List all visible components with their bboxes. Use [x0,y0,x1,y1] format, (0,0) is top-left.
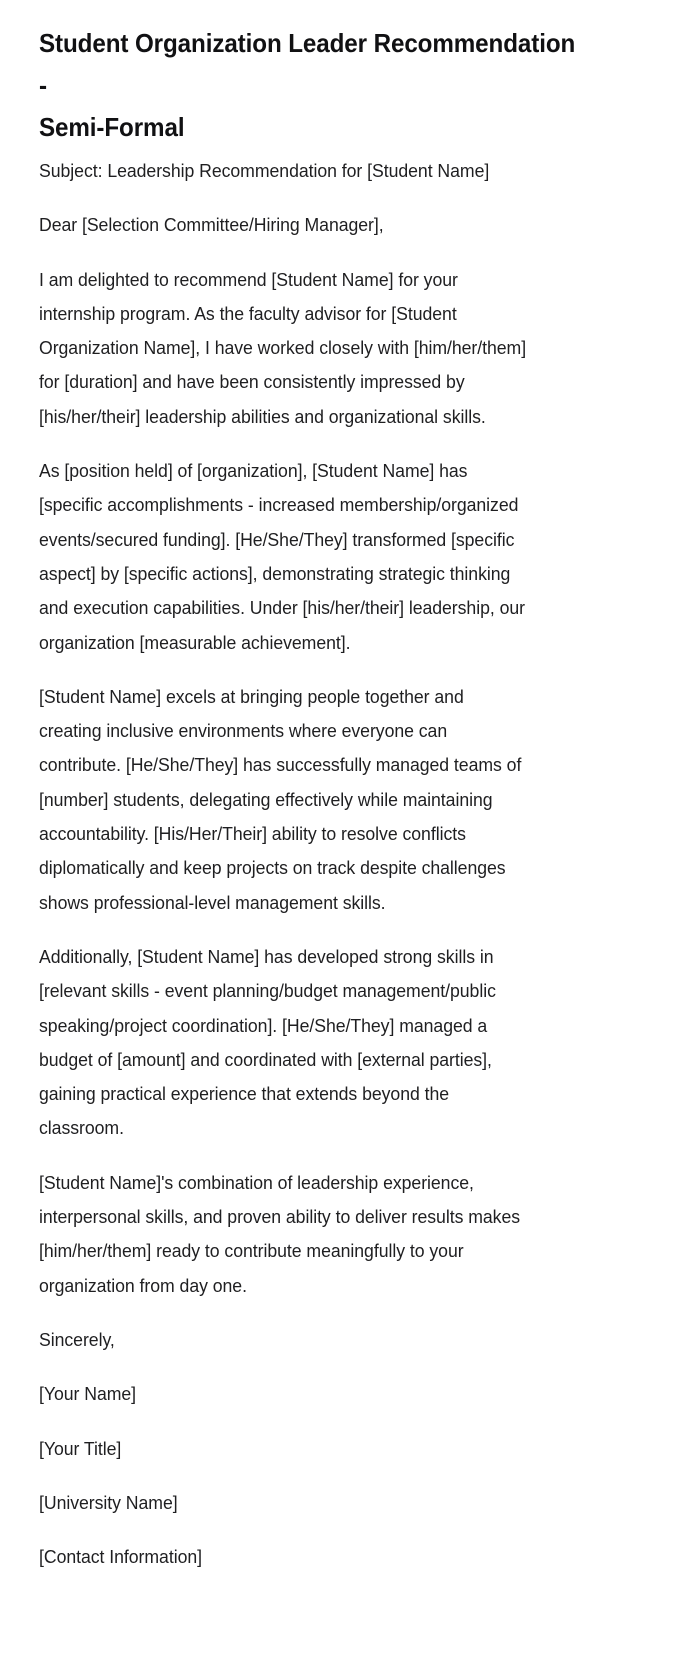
paragraph-introduction [39,263,626,434]
signature-contact-information [39,1540,626,1574]
text-line: classroom. [39,1117,124,1139]
text-line: speaking/project coordination]. [He/She/They] managed a [39,1014,488,1036]
signature-university-name [39,1486,626,1520]
text-line: [Your Title] [39,1437,122,1459]
text-line: Additionally, [Student Name] has developed strong skills in [39,945,494,967]
signature-your-title [39,1432,626,1466]
text-line: and execution capabilities. Under [his/her/their] leadership, our [39,597,525,619]
text-line: [him/her/them] ready to contribute meaningfully to your [39,1240,464,1262]
text-line: events/secured funding]. [He/She/They] transformed [specific [39,528,515,550]
text-line: aspect] by [specific actions], demonstrating strategic thinking [39,562,511,584]
text-line: internship program. As the faculty advisor for [Student [39,302,457,324]
text-line: Sincerely, [39,1328,115,1350]
text-line: [Contact Information] [39,1546,202,1568]
text-line: creating inclusive environments where everyone can [39,720,448,742]
text-line: interpersonal skills, and proven ability to deliver results makes [39,1206,521,1228]
page-title [39,22,587,148]
text-line: contribute. [He/She/They] has successfully managed teams of [39,754,522,776]
page-title-line: Student Organization Leader Recommendation - [39,28,576,100]
text-line: [relevant skills - event planning/budget management/public [39,980,496,1002]
text-line: [number] students, delegating effectively while maintaining [39,788,493,810]
text-line: organization from day one. [39,1274,247,1296]
signoff [39,1323,626,1357]
text-line: for [duration] and have been consistently impressed by [39,371,465,393]
paragraph-teamwork [39,680,626,920]
text-line: Organization Name], I have worked closely with [him/her/them] [39,337,527,359]
paragraph-closing-endorsement [39,1166,626,1303]
salutation [39,208,626,242]
text-line: organization [measurable achievement]. [39,631,351,653]
text-line: Subject: Leadership Recommendation for [Student Name] [39,160,490,181]
paragraph-accomplishments [39,454,626,660]
text-line: Dear [Selection Committee/Hiring Manager], [39,214,384,236]
letter-content [39,154,628,1574]
text-line: diplomatically and keep projects on track despite challenges [39,857,506,879]
text-line: budget of [amount] and coordinated with [external parties], [39,1048,492,1070]
text-line: accountability. [His/Her/Their] ability to resolve conflicts [39,823,466,845]
text-line: gaining practical experience that extends beyond the [39,1083,450,1105]
subject-line [39,154,626,188]
signature-your-name [39,1377,626,1411]
text-line: I am delighted to recommend [Student Name] for your [39,268,458,290]
paragraph-skills [39,940,626,1146]
text-line: [specific accomplishments - increased membership/organized [39,494,519,516]
text-line: [Your Name] [39,1383,137,1405]
text-line: [Student Name] excels at bringing people together and [39,685,464,707]
text-line: [Student Name]'s combination of leadership experience, [39,1171,474,1193]
text-line: [University Name] [39,1491,178,1513]
page-title-line: Semi-Formal [39,112,185,142]
text-line: As [position held] of [organization], [Student Name] has [39,460,468,482]
text-line: shows professional-level management skills. [39,891,386,913]
text-line: [his/her/their] leadership abilities and organizational skills. [39,405,486,427]
